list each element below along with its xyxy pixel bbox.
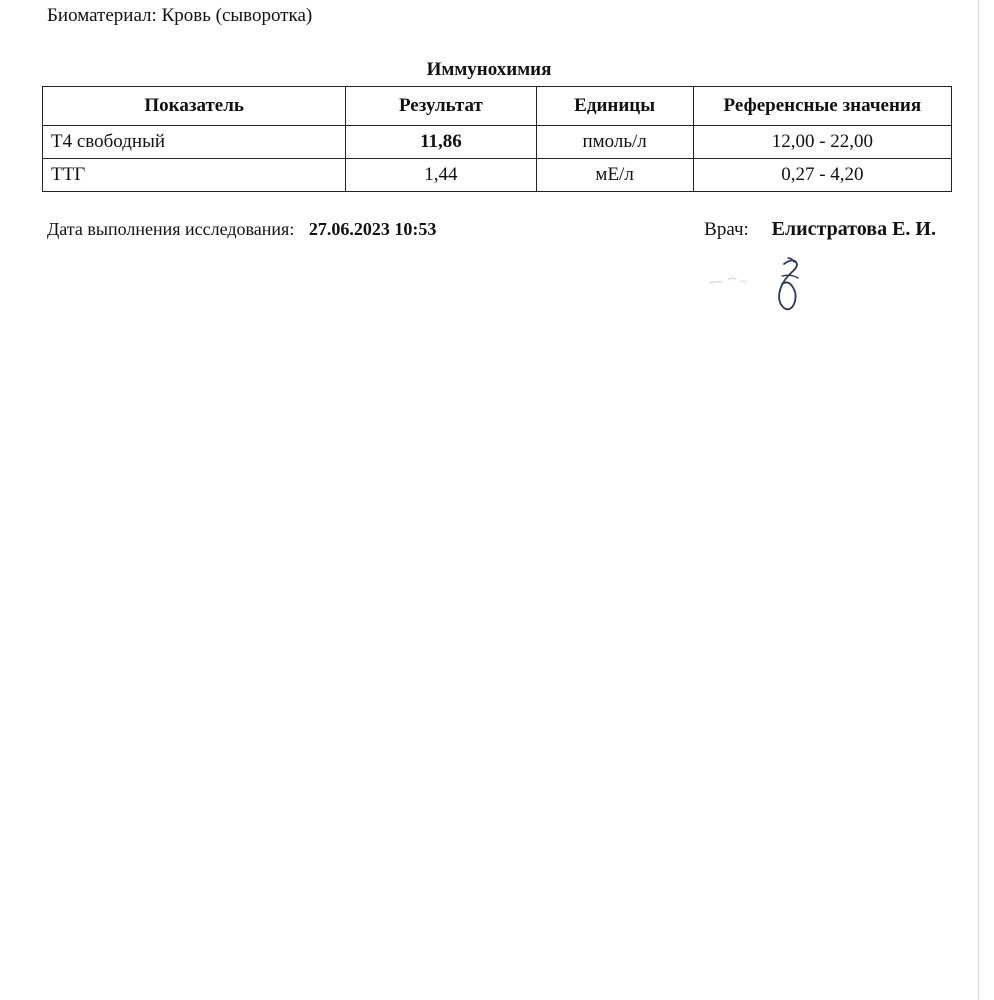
doctor-line — [704, 217, 936, 242]
signature-icon — [700, 250, 850, 320]
column-header-result: Результат — [346, 87, 536, 126]
reference-range: 12,00 - 22,00 — [693, 126, 951, 159]
doctor-label: Врач: — [704, 219, 749, 240]
column-header-reference: Референсные значения — [693, 87, 951, 126]
unit-value: пмоль/л — [536, 126, 693, 159]
unit-value: мЕ/л — [536, 159, 693, 192]
completion-date-line — [47, 218, 436, 240]
table-row — [43, 159, 952, 192]
section-title: Иммунохимия — [426, 59, 552, 80]
result-value: 1,44 — [346, 159, 536, 192]
column-header-indicator: Показатель — [43, 87, 346, 126]
result-value: 11,86 — [346, 126, 536, 159]
indicator-name: Т4 свободный — [43, 126, 346, 159]
reference-range: 0,27 - 4,20 — [693, 159, 951, 192]
biomaterial-line: Биоматериал: Кровь (сыворотка) — [47, 5, 313, 26]
completion-date-label: Дата выполнения исследования: — [47, 219, 295, 239]
table-header-row — [43, 87, 952, 126]
results-table — [42, 86, 952, 192]
table-row — [43, 126, 952, 159]
doctor-name: Елистратова Е. И. — [771, 218, 936, 240]
indicator-name: ТТГ — [43, 159, 346, 192]
column-header-units: Единицы — [536, 87, 693, 126]
completion-date-value: 27.06.2023 10:53 — [308, 219, 437, 239]
